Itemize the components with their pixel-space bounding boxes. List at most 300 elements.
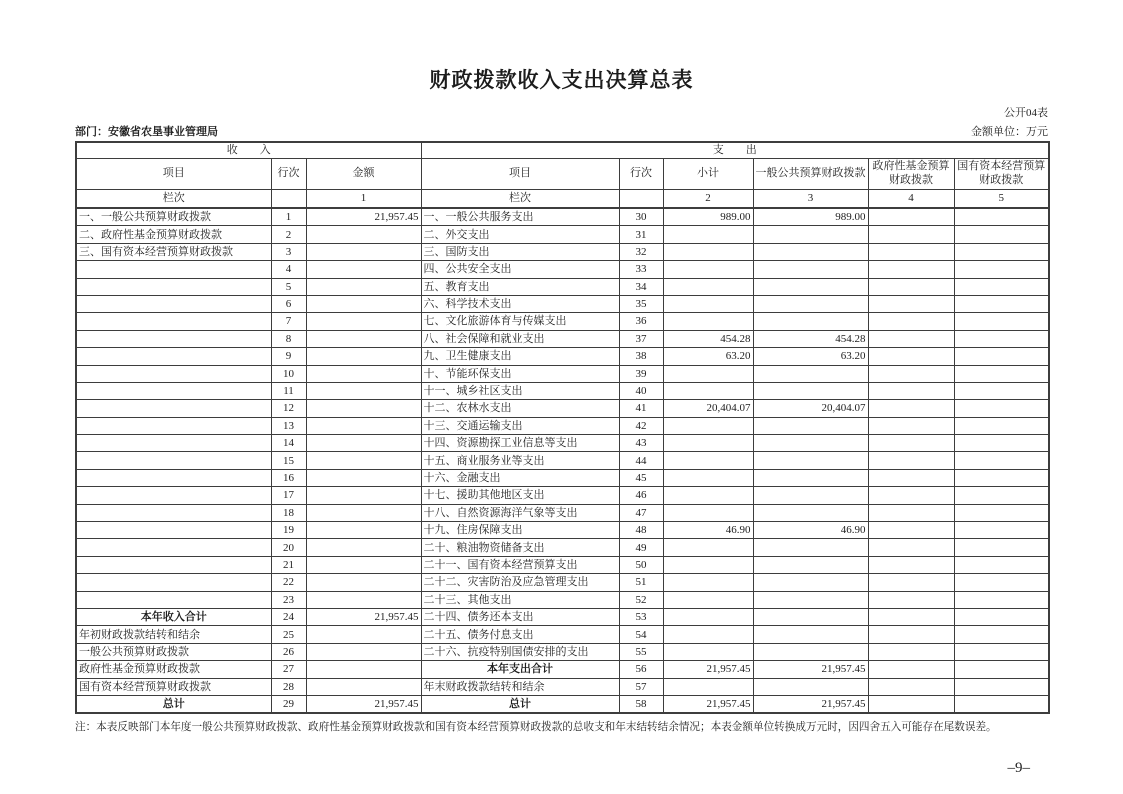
expense-gov-fund-cell <box>868 365 954 382</box>
expense-general-budget-cell <box>753 365 868 382</box>
expense-general-budget-cell <box>753 608 868 625</box>
expense-gov-fund-cell <box>868 400 954 417</box>
income-item-cell <box>76 261 271 278</box>
expense-item-cell: 二、外交支出 <box>421 226 619 243</box>
expense-item-cell: 五、教育支出 <box>421 278 619 295</box>
expense-state-capital-cell <box>954 452 1049 469</box>
income-amount-cell <box>306 295 421 312</box>
expense-gov-fund-cell <box>868 278 954 295</box>
state-capital-col-number: 5 <box>954 190 1049 209</box>
income-line-no-cell: 2 <box>271 226 306 243</box>
expense-general-budget-cell <box>753 278 868 295</box>
income-amount-cell <box>306 365 421 382</box>
income-item-cell <box>76 382 271 399</box>
expense-line-no-cell: 32 <box>619 243 663 260</box>
expense-lanci-blank <box>619 190 663 209</box>
expense-gov-fund-cell <box>868 626 954 643</box>
department-label: 部门：安徽省农垦事业管理局 <box>75 126 218 138</box>
expense-item-cell: 总计 <box>421 695 619 713</box>
income-amount-cell: 21,957.45 <box>306 208 421 226</box>
expense-item-cell: 一、一般公共服务支出 <box>421 208 619 226</box>
expense-gov-fund-cell <box>868 382 954 399</box>
expense-gov-fund-cell <box>868 208 954 226</box>
expense-gov-fund-cell <box>868 695 954 713</box>
expense-gov-fund-cell <box>868 591 954 608</box>
expense-state-capital-cell <box>954 487 1049 504</box>
income-item-header: 项目 <box>76 159 271 190</box>
expense-line-no-cell: 37 <box>619 330 663 347</box>
expense-gov-fund-cell <box>868 522 954 539</box>
expense-state-capital-cell <box>954 226 1049 243</box>
expense-item-cell: 十一、城乡社区支出 <box>421 382 619 399</box>
expense-general-budget-cell <box>753 313 868 330</box>
expense-item-header: 项目 <box>421 159 619 190</box>
expense-general-budget-cell <box>753 382 868 399</box>
expense-line-no-cell: 47 <box>619 504 663 521</box>
income-amount-cell <box>306 591 421 608</box>
income-item-cell <box>76 417 271 434</box>
expense-state-capital-cell <box>954 608 1049 625</box>
income-amount-header: 金额 <box>306 159 421 190</box>
expense-state-capital-cell <box>954 330 1049 347</box>
expense-state-capital-cell <box>954 278 1049 295</box>
meta-row <box>75 123 1048 139</box>
table-row <box>76 487 1049 504</box>
expense-general-budget-cell <box>753 678 868 695</box>
expense-state-capital-cell <box>954 208 1049 226</box>
income-amount-cell <box>306 469 421 486</box>
expense-subtotal-cell <box>663 469 753 486</box>
expense-subtotal-cell <box>663 295 753 312</box>
table-row <box>76 661 1049 678</box>
expense-item-cell: 十七、援助其他地区支出 <box>421 487 619 504</box>
expense-item-cell: 二十、粮油物资储备支出 <box>421 539 619 556</box>
expense-item-cell: 十四、资源勘探工业信息等支出 <box>421 435 619 452</box>
expense-gov-fund-cell <box>868 435 954 452</box>
expense-state-capital-cell <box>954 522 1049 539</box>
expense-subtotal-cell: 21,957.45 <box>663 695 753 713</box>
expense-item-cell: 二十二、灾害防治及应急管理支出 <box>421 574 619 591</box>
expense-state-capital-cell <box>954 556 1049 573</box>
expense-state-capital-cell <box>954 591 1049 608</box>
expense-item-cell: 十八、自然资源海洋气象等支出 <box>421 504 619 521</box>
expense-general-budget-cell: 21,957.45 <box>753 661 868 678</box>
table-row <box>76 400 1049 417</box>
expense-gov-fund-cell <box>868 452 954 469</box>
expense-state-capital-cell <box>954 678 1049 695</box>
income-item-cell <box>76 330 271 347</box>
income-item-cell <box>76 522 271 539</box>
expense-line-no-cell: 51 <box>619 574 663 591</box>
expense-subtotal-cell <box>663 365 753 382</box>
expense-general-budget-cell <box>753 261 868 278</box>
income-line-no-cell: 8 <box>271 330 306 347</box>
expense-general-budget-cell <box>753 243 868 260</box>
income-item-cell <box>76 539 271 556</box>
income-line-no-cell: 28 <box>271 678 306 695</box>
subtotal-col-number: 2 <box>663 190 753 209</box>
income-amount-cell <box>306 382 421 399</box>
expense-subtotal-cell <box>663 591 753 608</box>
table-row <box>76 678 1049 695</box>
expense-line-no-cell: 36 <box>619 313 663 330</box>
expense-general-budget-cell: 454.28 <box>753 330 868 347</box>
expense-gov-fund-cell <box>868 556 954 573</box>
expense-subtotal-cell <box>663 278 753 295</box>
income-amount-cell <box>306 348 421 365</box>
expense-item-cell: 十二、农林水支出 <box>421 400 619 417</box>
table-row <box>76 208 1049 226</box>
expense-state-capital-cell <box>954 695 1049 713</box>
expense-item-cell: 二十三、其他支出 <box>421 591 619 608</box>
expense-item-cell: 十六、金融支出 <box>421 469 619 486</box>
income-line-no-cell: 1 <box>271 208 306 226</box>
table-row <box>76 626 1049 643</box>
expense-line-no-cell: 46 <box>619 487 663 504</box>
expense-lanci-label: 栏次 <box>421 190 619 209</box>
income-amount-cell <box>306 226 421 243</box>
expense-item-cell: 十三、交通运输支出 <box>421 417 619 434</box>
gov-fund-header: 政府性基金预算财政拨款 <box>868 159 954 190</box>
expense-line-no-cell: 54 <box>619 626 663 643</box>
expense-item-cell: 年末财政拨款结转和结余 <box>421 678 619 695</box>
expense-general-budget-cell <box>753 487 868 504</box>
expense-gov-fund-cell <box>868 678 954 695</box>
expense-subtotal-cell <box>663 226 753 243</box>
expense-subtotal-cell <box>663 417 753 434</box>
expense-subtotal-cell: 989.00 <box>663 208 753 226</box>
expense-general-budget-cell <box>753 574 868 591</box>
income-item-cell: 二、政府性基金预算财政拨款 <box>76 226 271 243</box>
expense-item-cell: 七、文化旅游体育与传媒支出 <box>421 313 619 330</box>
income-amount-cell <box>306 452 421 469</box>
income-item-cell <box>76 348 271 365</box>
income-amount-cell <box>306 661 421 678</box>
income-amount-cell <box>306 626 421 643</box>
income-amount-cell <box>306 330 421 347</box>
expense-item-cell: 四、公共安全支出 <box>421 261 619 278</box>
income-line-no-cell: 21 <box>271 556 306 573</box>
expense-subtotal-cell: 63.20 <box>663 348 753 365</box>
table-row <box>76 382 1049 399</box>
income-amount-cell <box>306 487 421 504</box>
table-row <box>76 522 1049 539</box>
expense-gov-fund-cell <box>868 226 954 243</box>
income-item-cell <box>76 435 271 452</box>
expense-general-budget-cell: 21,957.45 <box>753 695 868 713</box>
income-item-cell <box>76 365 271 382</box>
table-row <box>76 643 1049 660</box>
table-row <box>76 348 1049 365</box>
expense-state-capital-cell <box>954 626 1049 643</box>
income-item-cell <box>76 313 271 330</box>
footnote: 注：本表反映部门本年度一般公共预算财政拨款、政府性基金预算财政拨款和国有资本经营预算财政拨款的总收支和年末结转结余情况；本表金额单位转换成万元时，因四舍五入可能存在尾数误差。 <box>75 722 997 734</box>
expense-state-capital-cell <box>954 661 1049 678</box>
income-line-no-cell: 15 <box>271 452 306 469</box>
income-amount-cell: 21,957.45 <box>306 608 421 625</box>
table-body <box>76 208 1049 713</box>
income-item-cell <box>76 574 271 591</box>
expense-subtotal-cell <box>663 678 753 695</box>
expense-general-budget-cell: 63.20 <box>753 348 868 365</box>
expense-gov-fund-cell <box>868 295 954 312</box>
income-amount-cell <box>306 278 421 295</box>
income-line-no-cell: 17 <box>271 487 306 504</box>
expense-line-no-cell: 57 <box>619 678 663 695</box>
expense-state-capital-cell <box>954 243 1049 260</box>
income-amount-cell <box>306 417 421 434</box>
income-line-no-cell: 7 <box>271 313 306 330</box>
income-amount-cell <box>306 522 421 539</box>
income-line-no-cell: 13 <box>271 417 306 434</box>
fiscal-appropriation-table <box>75 141 1050 714</box>
expense-subtotal-cell <box>663 313 753 330</box>
expense-subtotal-cell <box>663 435 753 452</box>
income-item-cell: 本年收入合计 <box>76 608 271 625</box>
section-header-row <box>76 142 1049 159</box>
general-budget-col-number: 3 <box>753 190 868 209</box>
expense-subtotal-cell <box>663 626 753 643</box>
expense-general-budget-cell: 989.00 <box>753 208 868 226</box>
expense-item-cell: 二十一、国有资本经营预算支出 <box>421 556 619 573</box>
expense-item-cell: 十、节能环保支出 <box>421 365 619 382</box>
income-item-cell <box>76 295 271 312</box>
income-item-cell: 政府性基金预算财政拨款 <box>76 661 271 678</box>
expense-gov-fund-cell <box>868 643 954 660</box>
expense-general-budget-cell <box>753 452 868 469</box>
expense-gov-fund-cell <box>868 330 954 347</box>
income-line-no-cell: 26 <box>271 643 306 660</box>
expense-state-capital-cell <box>954 469 1049 486</box>
expense-gov-fund-cell <box>868 313 954 330</box>
income-amount-cell <box>306 556 421 573</box>
expense-general-budget-cell <box>753 643 868 660</box>
income-amount-cell <box>306 261 421 278</box>
expense-state-capital-cell <box>954 261 1049 278</box>
income-line-no-cell: 11 <box>271 382 306 399</box>
expense-general-budget-cell <box>753 435 868 452</box>
expense-subtotal-cell: 46.90 <box>663 522 753 539</box>
expense-item-cell: 二十六、抗疫特别国债安排的支出 <box>421 643 619 660</box>
expense-line-no-cell: 39 <box>619 365 663 382</box>
expense-gov-fund-cell <box>868 348 954 365</box>
income-lanci-label: 栏次 <box>76 190 271 209</box>
expense-general-budget-cell <box>753 556 868 573</box>
income-line-no-cell: 10 <box>271 365 306 382</box>
expense-subtotal-cell: 454.28 <box>663 330 753 347</box>
income-item-cell: 年初财政拨款结转和结余 <box>76 626 271 643</box>
expense-line-no-cell: 35 <box>619 295 663 312</box>
income-item-cell: 总计 <box>76 695 271 713</box>
expense-line-no-cell: 41 <box>619 400 663 417</box>
income-line-no-cell: 20 <box>271 539 306 556</box>
table-row <box>76 226 1049 243</box>
expense-gov-fund-cell <box>868 661 954 678</box>
expense-subtotal-cell <box>663 539 753 556</box>
general-budget-header: 一般公共预算财政拨款 <box>753 159 868 190</box>
expense-subtotal-cell <box>663 608 753 625</box>
income-item-cell: 三、国有资本经营预算财政拨款 <box>76 243 271 260</box>
expense-state-capital-cell <box>954 313 1049 330</box>
income-amount-cell <box>306 504 421 521</box>
income-item-cell <box>76 452 271 469</box>
income-line-no-cell: 6 <box>271 295 306 312</box>
income-item-cell <box>76 504 271 521</box>
expense-general-budget-cell: 46.90 <box>753 522 868 539</box>
income-amount-cell <box>306 435 421 452</box>
expense-state-capital-cell <box>954 295 1049 312</box>
expense-subtotal-cell <box>663 556 753 573</box>
expense-line-no-cell: 31 <box>619 226 663 243</box>
table-row <box>76 574 1049 591</box>
income-line-no-cell: 16 <box>271 469 306 486</box>
expense-line-no-cell: 50 <box>619 556 663 573</box>
expense-item-cell: 八、社会保障和就业支出 <box>421 330 619 347</box>
income-line-no-cell: 4 <box>271 261 306 278</box>
expense-state-capital-cell <box>954 400 1049 417</box>
expense-item-cell: 二十四、债务还本支出 <box>421 608 619 625</box>
expense-subtotal-cell: 20,404.07 <box>663 400 753 417</box>
income-amount-cell <box>306 643 421 660</box>
income-lanci-blank <box>271 190 306 209</box>
expense-state-capital-cell <box>954 382 1049 399</box>
expense-subtotal-cell <box>663 643 753 660</box>
income-item-cell <box>76 278 271 295</box>
expense-line-no-cell: 42 <box>619 417 663 434</box>
expense-line-no-cell: 40 <box>619 382 663 399</box>
table-row <box>76 261 1049 278</box>
expense-subtotal-cell <box>663 504 753 521</box>
expense-line-no-cell: 58 <box>619 695 663 713</box>
income-line-no-cell: 24 <box>271 608 306 625</box>
income-line-no-cell: 5 <box>271 278 306 295</box>
expense-general-budget-cell: 20,404.07 <box>753 400 868 417</box>
expense-item-cell: 三、国防支出 <box>421 243 619 260</box>
expense-state-capital-cell <box>954 435 1049 452</box>
income-section-header: 收 入 <box>76 142 421 159</box>
expense-gov-fund-cell <box>868 469 954 486</box>
expense-state-capital-cell <box>954 574 1049 591</box>
expense-state-capital-cell <box>954 504 1049 521</box>
page-title: 财政拨款收入支出决算总表 <box>429 68 694 92</box>
table-row <box>76 278 1049 295</box>
expense-subtotal-cell <box>663 574 753 591</box>
income-line-no-cell: 9 <box>271 348 306 365</box>
expense-line-no-cell: 55 <box>619 643 663 660</box>
expense-item-cell: 六、科学技术支出 <box>421 295 619 312</box>
table-row <box>76 504 1049 521</box>
expense-section-header: 支 出 <box>421 142 1049 159</box>
expense-subtotal-cell <box>663 382 753 399</box>
table-row <box>76 695 1049 713</box>
column-header-row <box>76 159 1049 190</box>
expense-general-budget-cell <box>753 226 868 243</box>
expense-general-budget-cell <box>753 539 868 556</box>
income-item-cell <box>76 487 271 504</box>
table-row <box>76 330 1049 347</box>
table-row <box>76 295 1049 312</box>
income-amount-cell <box>306 539 421 556</box>
expense-line-no-cell: 45 <box>619 469 663 486</box>
expense-subtotal-cell <box>663 452 753 469</box>
expense-line-no-header: 行次 <box>619 159 663 190</box>
income-item-cell: 国有资本经营预算财政拨款 <box>76 678 271 695</box>
table-row <box>76 556 1049 573</box>
expense-item-cell: 十九、住房保障支出 <box>421 522 619 539</box>
column-number-row <box>76 190 1049 209</box>
expense-state-capital-cell <box>954 348 1049 365</box>
expense-state-capital-cell <box>954 539 1049 556</box>
income-line-no-cell: 18 <box>271 504 306 521</box>
expense-item-cell: 二十五、债务付息支出 <box>421 626 619 643</box>
expense-gov-fund-cell <box>868 504 954 521</box>
income-amount-cell <box>306 400 421 417</box>
expense-line-no-cell: 38 <box>619 348 663 365</box>
expense-line-no-cell: 43 <box>619 435 663 452</box>
income-line-no-cell: 23 <box>271 591 306 608</box>
expense-line-no-cell: 52 <box>619 591 663 608</box>
income-amount-cell: 21,957.45 <box>306 695 421 713</box>
expense-line-no-cell: 49 <box>619 539 663 556</box>
expense-gov-fund-cell <box>868 417 954 434</box>
expense-subtotal-cell <box>663 487 753 504</box>
gov-fund-col-number: 4 <box>868 190 954 209</box>
expense-state-capital-cell <box>954 643 1049 660</box>
expense-line-no-cell: 53 <box>619 608 663 625</box>
expense-line-no-cell: 33 <box>619 261 663 278</box>
income-line-no-cell: 25 <box>271 626 306 643</box>
table-row <box>76 243 1049 260</box>
income-line-no-cell: 27 <box>271 661 306 678</box>
income-line-no-cell: 14 <box>271 435 306 452</box>
page-number: –9– <box>1007 760 1030 777</box>
expense-line-no-cell: 30 <box>619 208 663 226</box>
income-line-no-header: 行次 <box>271 159 306 190</box>
expense-general-budget-cell <box>753 295 868 312</box>
income-line-no-cell: 29 <box>271 695 306 713</box>
table-code-label: 公开04表 <box>1004 107 1048 119</box>
table-row <box>76 417 1049 434</box>
table-row <box>76 452 1049 469</box>
income-amount-cell <box>306 243 421 260</box>
income-item-cell <box>76 591 271 608</box>
expense-item-cell: 本年支出合计 <box>421 661 619 678</box>
table-row <box>76 591 1049 608</box>
income-line-no-cell: 19 <box>271 522 306 539</box>
amount-unit-label: 金额单位：万元 <box>971 126 1048 138</box>
income-amount-cell <box>306 574 421 591</box>
content-area <box>75 104 1048 777</box>
expense-general-budget-cell <box>753 504 868 521</box>
income-amount-cell <box>306 678 421 695</box>
income-line-no-cell: 3 <box>271 243 306 260</box>
expense-gov-fund-cell <box>868 574 954 591</box>
income-item-cell <box>76 400 271 417</box>
income-item-cell: 一般公共预算财政拨款 <box>76 643 271 660</box>
income-item-cell <box>76 556 271 573</box>
income-line-no-cell: 12 <box>271 400 306 417</box>
expense-general-budget-cell <box>753 469 868 486</box>
expense-gov-fund-cell <box>868 608 954 625</box>
expense-subtotal-cell <box>663 261 753 278</box>
expense-general-budget-cell <box>753 591 868 608</box>
expense-gov-fund-cell <box>868 243 954 260</box>
expense-general-budget-cell <box>753 417 868 434</box>
expense-subtotal-cell: 21,957.45 <box>663 661 753 678</box>
expense-gov-fund-cell <box>868 539 954 556</box>
expense-line-no-cell: 34 <box>619 278 663 295</box>
expense-item-cell: 十五、商业服务业等支出 <box>421 452 619 469</box>
